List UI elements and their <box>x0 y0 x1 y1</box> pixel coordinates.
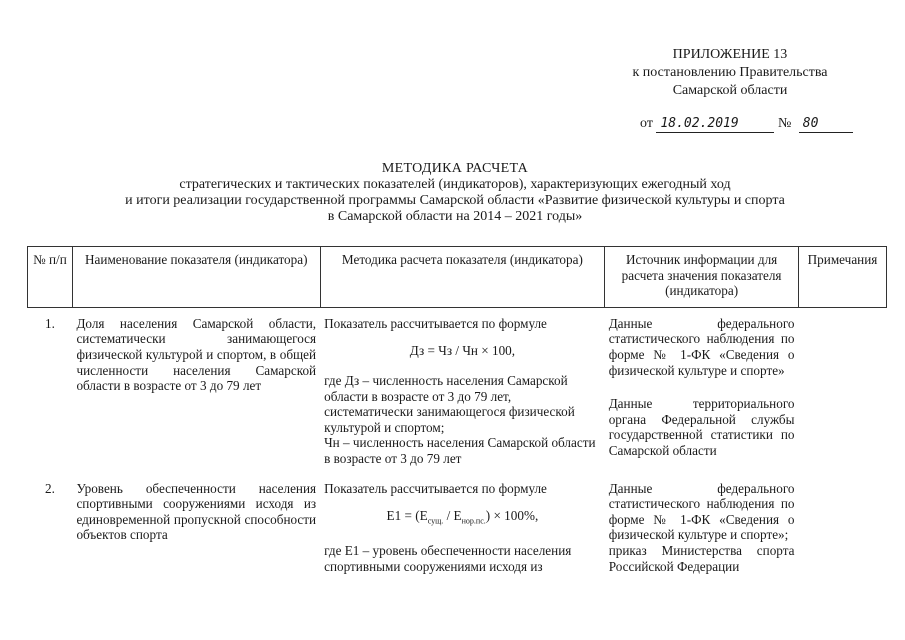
appendix-line-1: к постановлению Правительства <box>632 65 828 80</box>
formula-definition: где E1 – уровень обеспеченности населения спортивными сооружениями исходя из <box>324 543 572 574</box>
formula: $E1 = (E_{сущ.} / E_{нор.пс.}) \times 100\%$, <box>386 508 539 526</box>
document-title-block <box>60 161 850 225</box>
method-intro: Показатель рассчитывается по формуле <box>324 315 547 331</box>
table-row <box>28 307 887 472</box>
source-item: Данные федерального статистического наблюдения по форме № 1-ФК «Сведения о физической культуре и спорте» <box>608 315 795 378</box>
appendix-line-2: Самарской области <box>672 83 788 98</box>
handwritten-number: 80 <box>799 116 853 133</box>
notes-cell <box>799 473 887 581</box>
row-number: 1. <box>45 315 55 331</box>
formula-definition: Чн – численность населения Самарской области в возрасте от 3 до 79 лет <box>324 435 596 466</box>
date-prefix: от <box>640 116 653 131</box>
indicator-name: Уровень обеспеченности населения спортивными сооружениями исходя из единовременной пропускной способности объектов спорта <box>76 480 317 543</box>
notes-cell <box>799 307 887 472</box>
column-header-notes: Примечания <box>799 247 887 308</box>
table-row <box>28 473 887 581</box>
resolution-signature-line <box>640 116 853 133</box>
column-header-num: № п/п <box>28 247 73 308</box>
source-item: приказ Министерства спорта Российской Федерации <box>608 542 795 574</box>
table-header-row <box>28 247 887 308</box>
information-source <box>605 307 799 472</box>
indicator-name: Доля населения Самарской области, систематически занимающегося физической культурой и спортом, в общей численности населения Самарской области в возрасте от 3 до 79 лет <box>76 315 317 394</box>
title-line-1: стратегических и тактических показателей (индикаторов), характеризующих ежегодный ход <box>179 177 731 192</box>
formula: Дз = Чз / Чн × 100, <box>409 343 516 359</box>
title-line-3: в Самарской области на 2014 – 2021 годы» <box>327 209 583 224</box>
method-intro: Показатель рассчитывается по формуле <box>324 480 547 496</box>
source-item: Данные федерального статистического наблюдения по форме № 1-ФК «Сведения о физической культуре и спорте»; <box>608 480 795 543</box>
information-source <box>605 473 799 581</box>
formula-definition: где Дз – численность населения Самарской области в возрасте от 3 до 79 лет, систематически занимающегося физической культурой и спортом; <box>324 372 575 435</box>
handwritten-date: 18.02.2019 <box>656 116 774 133</box>
source-item: Данные территориального органа Федеральной службы государственной статистики по Самарской области <box>608 396 795 458</box>
column-header-name: Наименование показателя (индикатора) <box>72 247 320 308</box>
number-label: № <box>777 116 792 131</box>
calculation-method <box>320 307 605 472</box>
title-line-2: и итоги реализации государственной программы Самарской области «Развитие физической культуры и спорта <box>125 193 785 208</box>
appendix-title: ПРИЛОЖЕНИЕ 13 <box>672 47 788 62</box>
indicators-table <box>27 246 887 581</box>
row-number: 2. <box>45 480 55 496</box>
document-title: МЕТОДИКА РАСЧЕТА <box>381 161 529 176</box>
column-header-method: Методика расчета показателя (индикатора) <box>320 247 605 308</box>
column-header-source: Источник информации для расчета значения показателя (индикатора) <box>605 247 799 308</box>
appendix-heading <box>600 46 860 100</box>
calculation-method <box>320 473 605 581</box>
